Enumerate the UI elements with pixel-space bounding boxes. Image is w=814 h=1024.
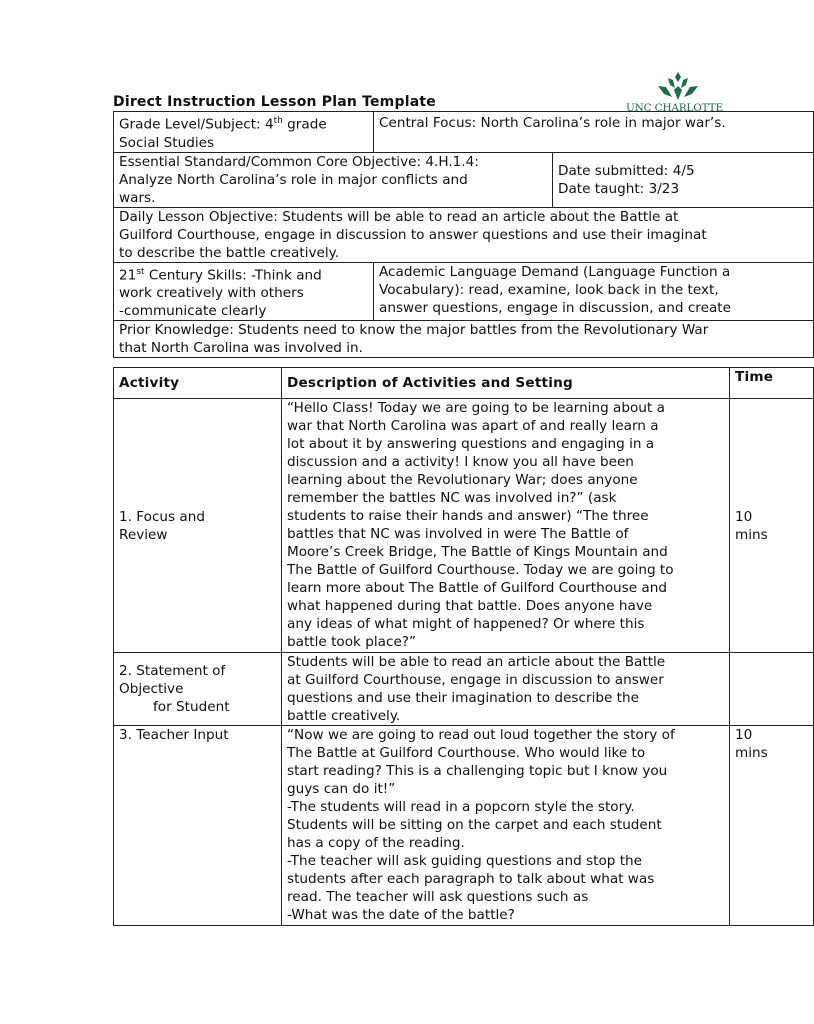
description-line: -What was the date of the battle? — [287, 907, 515, 923]
description-line: battle took place?” — [287, 634, 417, 650]
academic-language-cell — [374, 262, 814, 321]
academic-line: Academic Language Demand (Language Function a — [379, 263, 731, 280]
description-line: at Guilford Courthouse, engage in discussion to answer — [287, 672, 664, 688]
standard-line: Essential Standard/Common Core Objective: 4.H.1.4: — [119, 153, 479, 170]
description-line: war that North Carolina was apart of and really learn a — [287, 418, 659, 434]
grade-level-subject-cell — [114, 112, 374, 153]
unc-charlotte-logo — [626, 70, 736, 116]
dates-cell — [553, 152, 814, 207]
description-line: read. The teacher will ask questions such as — [287, 889, 589, 905]
activity-name: Review — [119, 526, 168, 543]
description-line: Students will be sitting on the carpet and each student — [287, 817, 662, 833]
description-line: -The students will read in a popcorn style the story. — [287, 799, 635, 815]
daily-objective-line: Daily Lesson Objective: Students will be able to read an article about the Battle at — [119, 208, 679, 225]
prior-knowledge-cell — [114, 321, 814, 358]
description-line: learn more about The Battle of Guilford Courthouse and — [287, 580, 667, 596]
description-cell — [282, 399, 730, 653]
time-value: 10 — [735, 508, 753, 525]
standard-cell — [114, 152, 553, 207]
daily-objective-cell — [114, 207, 814, 262]
activity-name: 3. Teacher Input — [119, 727, 229, 743]
description-line: learning about the Revolutionary War; does anyone — [287, 472, 638, 488]
prior-knowledge-line: Prior Knowledge: Students need to know the major battles from the Revolutionary War — [119, 322, 709, 339]
description-cell — [282, 653, 730, 726]
description-cell — [282, 726, 730, 926]
time-value: 10 — [735, 727, 753, 743]
time-unit: mins — [735, 745, 768, 761]
description-header: Description of Activities and Setting — [282, 368, 730, 399]
lesson-info-table — [113, 111, 814, 358]
standard-line: Analyze North Carolina’s role in major conflicts and — [119, 171, 468, 188]
standard-line: wars. — [119, 189, 156, 206]
description-line: Students will be able to read an article about the Battle — [287, 654, 666, 670]
table-row — [114, 653, 814, 726]
time-unit: mins — [735, 526, 768, 543]
description-line: students to raise their hands and answer) “The three — [287, 508, 649, 524]
activity-name: Objective — [119, 681, 184, 697]
description-line: “Hello Class! Today we are going to be learning about a — [287, 400, 665, 416]
activity-cell — [114, 653, 282, 726]
daily-objective-line: Guilford Courthouse, engage in discussion to answer questions and use their imaginat — [119, 226, 707, 243]
description-line: guys can do it!” — [287, 781, 396, 797]
description-line: lot about it by answering questions and engaging in a — [287, 436, 655, 452]
description-line: start reading? This is a challenging topic but I know you — [287, 763, 668, 779]
activity-cell — [114, 726, 282, 926]
table-row — [114, 726, 814, 926]
description-line: discussion and a activity! I know you all have been — [287, 454, 634, 470]
time-cell — [730, 726, 814, 926]
description-line: “Now we are going to read out loud together the story of — [287, 727, 675, 743]
central-focus-cell — [374, 112, 814, 153]
skills-text: 21 — [119, 267, 137, 284]
description-line: battles that NC was involved in were The Battle of — [287, 526, 629, 542]
time-header: Time — [730, 368, 814, 399]
grade-subject-text: Grade Level/Subject: 4 — [119, 116, 274, 133]
description-line: remember the battles NC was involved in?” (ask — [287, 490, 617, 506]
grade-subject-suffix: grade — [282, 116, 327, 133]
description-line: The Battle at Guilford Courthouse. Who would like to — [287, 745, 646, 761]
daily-objective-line: to describe the battle creatively. — [119, 244, 340, 261]
description-line: any ideas of what might of happened? Or where this — [287, 616, 645, 632]
academic-line: Vocabulary): read, examine, look back in the text, — [379, 281, 719, 298]
grade-superscript: th — [273, 116, 283, 126]
skills-text-suffix: Century Skills: -Think and — [144, 267, 322, 284]
lesson-plan-table — [113, 367, 814, 926]
description-line: what happened during that battle. Does anyone have — [287, 598, 653, 614]
time-cell — [730, 399, 814, 653]
crown-icon — [626, 70, 736, 106]
table-row — [114, 399, 814, 653]
description-line: The Battle of Guilford Courthouse. Today we are going to — [287, 562, 674, 578]
activity-cell — [114, 399, 282, 653]
time-cell — [730, 653, 814, 726]
activity-name: 2. Statement of — [119, 663, 226, 679]
logo-text: UNC CHARLOTTE — [626, 102, 723, 114]
date-submitted: Date submitted: 4/5 — [558, 162, 695, 179]
skills-superscript: st — [136, 266, 145, 277]
description-line: has a copy of the reading. — [287, 835, 465, 851]
activity-name: for Student — [153, 699, 230, 715]
activity-header: Activity — [114, 368, 282, 399]
skills-line: -communicate clearly — [119, 303, 267, 320]
century-skills-cell — [114, 262, 374, 321]
description-line: battle creatively. — [287, 708, 401, 724]
central-focus-text: Central Focus: North Carolina’s role in major war’s. — [379, 115, 726, 131]
document-title: Direct Instruction Lesson Plan Template — [113, 94, 436, 110]
description-line: Moore’s Creek Bridge, The Battle of Kings Mountain and — [287, 544, 668, 560]
skills-line: work creatively with others — [119, 285, 304, 302]
subject-text: Social Studies — [119, 134, 215, 151]
date-taught: Date taught: 3/23 — [558, 180, 680, 197]
academic-line: answer questions, engage in discussion, and create — [379, 299, 731, 316]
description-line: students after each paragraph to talk about what was — [287, 871, 655, 887]
activity-name: 1. Focus and — [119, 508, 206, 525]
description-line: -The teacher will ask guiding questions and stop the — [287, 853, 643, 869]
prior-knowledge-line: that North Carolina was involved in. — [119, 340, 363, 357]
description-line: questions and use their imagination to describe the — [287, 690, 639, 706]
